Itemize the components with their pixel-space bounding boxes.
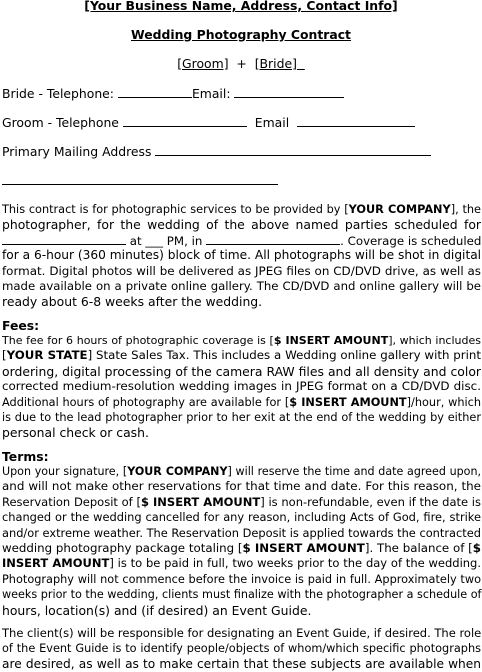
fees-line: personal check or cash.: [2, 425, 149, 441]
intro-line: for a 6-hour (360 minutes) block of time. All photographs will be shot in digital: [2, 248, 482, 263]
fees-line: is due to the lead photographer prior to her exit at the end of the wedding by either: [2, 410, 481, 424]
fees-heading: Fees:: [2, 318, 40, 333]
intro-line: This contract is for photographic services to be provided by [YOUR COMPANY], the: [2, 203, 481, 216]
groom-contact-line: [2, 114, 481, 130]
terms-line: and/or extreme weather. The Reservation Deposit is applied towards the contracted: [2, 525, 481, 540]
mailing-address-blank-2: [2, 172, 278, 185]
event-guide-paragraph: [2, 626, 481, 672]
fees-line: [YOUR STATE] State Sales Tax. This includes a Wedding online gallery with print: [2, 348, 482, 363]
fees-line: ordering, digital processing of the camera RAW files and all density and color: [2, 363, 481, 379]
bride-telephone-blank: [118, 85, 192, 98]
terms-line: Photography will not commence before the invoice is paid in full. Approximately two: [2, 572, 481, 586]
fees-line: corrected medium-resolution wedding images in JPEG format on a CD/DVD disc.: [2, 379, 481, 394]
couple-line: [0, 56, 482, 71]
intro-line: made available on a private online gallery. The CD/DVD and online gallery will be: [2, 278, 481, 293]
groom-placeholder: [Groom]: [177, 56, 229, 71]
page-title: Wedding Photography Contract: [131, 27, 351, 42]
intro-line: ready about 6-8 weeks after the wedding.: [2, 294, 263, 310]
mailing-address-label: Primary Mailing Address: [2, 144, 152, 159]
terms-paragraph: [2, 464, 481, 618]
groom-email-label: Email: [254, 115, 290, 130]
groom-email-blank: [297, 114, 415, 127]
groom-telephone-label: Groom - Telephone: [2, 115, 119, 130]
terms-line: Upon your signature, [YOUR COMPANY] will reserve the time and date agreed upon,: [2, 465, 482, 478]
terms-line: INSERT AMOUNT] is to be paid in full, two weeks prior to the day of the wedding.: [2, 556, 482, 571]
groom-telephone-blank: [123, 114, 247, 127]
intro-paragraph: [2, 202, 481, 310]
guide-line: of the Event Guide is to identify people/objects of whom/which specific photographs: [2, 642, 481, 656]
terms-line: wedding photography package totaling [$ INSERT AMOUNT]. The balance of [$: [2, 540, 481, 555]
business-info: [Your Business Name, Address, Contact Info]: [84, 0, 398, 13]
bride-contact-line: [2, 85, 481, 101]
bride-placeholder: [Bride]: [254, 56, 297, 71]
bride-email-label: Email:: [191, 86, 231, 101]
terms-heading: Terms:: [2, 449, 49, 464]
intro-line: format. Digital photos will be delivered as JPEG files on CD/DVD drive, as well as: [2, 263, 481, 278]
fees-paragraph: [2, 333, 481, 441]
mailing-address-blank: [155, 143, 431, 156]
bride-email-blank: [234, 85, 344, 98]
terms-line: changed or the wedding cancelled for any reason, including Acts of God, fire, strike: [2, 510, 481, 525]
mailing-address-line-2: [2, 172, 481, 188]
fees-line: Additional hours of photography are available for [$ INSERT AMOUNT]/hour, which: [2, 395, 481, 409]
terms-line: Reservation Deposit of [$ INSERT AMOUNT] is non-refundable, even if the date is: [2, 494, 481, 509]
mailing-address-line: [2, 143, 481, 159]
bride-telephone-label: Bride - Telephone:: [2, 86, 114, 101]
terms-line: weeks prior to the wedding, clients must finalize with the photographer a schedule of: [2, 588, 482, 602]
guide-line: are desired, as well as to make certain that these subjects are available when: [2, 656, 481, 671]
terms-line: hours, location(s) and (if desired) an Event Guide.: [2, 602, 312, 618]
intro-line: at ___ PM, in . Coverage is scheduled: [2, 233, 481, 248]
plus-sign: +: [236, 56, 247, 71]
terms-line: and will not make other reservations for that time and date. For this reason, the: [2, 479, 481, 494]
intro-line: photographer, for the wedding of the above named parties scheduled for: [2, 217, 481, 233]
guide-line: The client(s) will be responsible for designating an Event Guide, if desired. The role: [2, 626, 482, 640]
fees-line: The fee for 6 hours of photographic coverage is [$ INSERT AMOUNT], which includes: [2, 334, 481, 347]
